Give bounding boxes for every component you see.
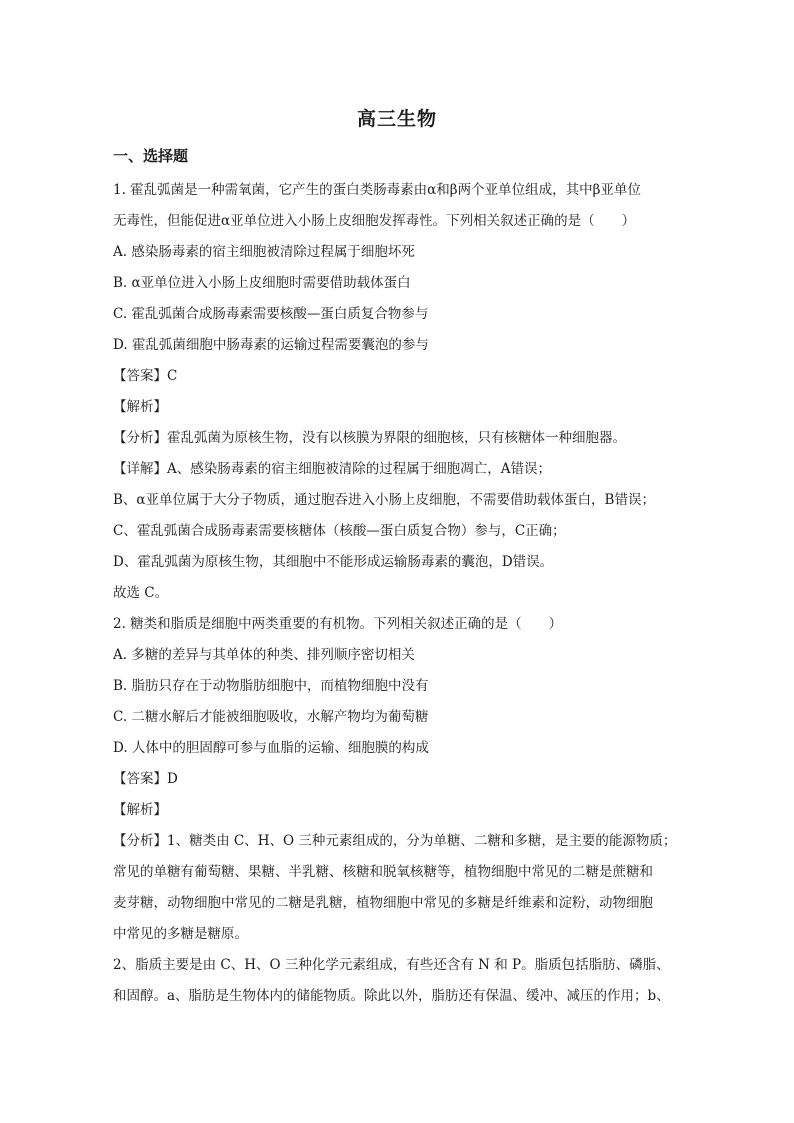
question-1-option-b: B. α亚单位进入小肠上皮细胞时需要借助载体蛋白: [113, 275, 411, 291]
question-1-detail-b: B、α亚单位属于大分子物质，通过胞吞进入小肠上皮细胞，不需要借助载体蛋白，B错误；: [113, 492, 655, 508]
question-2-fenxi-line-6: 和固醇。a、脂肪是生物体内的储能物质。除此以外，脂肪还有保温、缓冲、减压的作用；b、: [113, 988, 670, 1004]
question-1-option-d: D. 霍乱弧菌细胞中肠毒素的运输过程需要囊泡的参与: [113, 337, 429, 353]
question-1-option-c: C. 霍乱弧菌合成肠毒素需要核酸—蛋白质复合物参与: [113, 306, 429, 322]
question-2-option-c: C. 二糖水解后才能被细胞吸收，水解产物均为葡萄糖: [113, 709, 429, 725]
question-2-option-d: D. 人体中的胆固醇可参与血脂的运输、细胞膜的构成: [113, 740, 429, 756]
question-1-xiangjie: 【详解】A、感染肠毒素的宿主细胞被清除的过程属于细胞凋亡，A错误；: [113, 461, 551, 477]
question-1-conclusion: 故选 C。: [113, 585, 169, 601]
question-2-fenxi-line-5: 2、脂质主要是由 C、H、O 三种化学元素组成，有些还含有 N 和 P。脂质包括脂肪、磷脂、: [113, 957, 670, 973]
question-2-analysis-label: 【解析】: [113, 802, 167, 818]
question-1-stem-line-1: 1. 霍乱弧菌是一种需氧菌，它产生的蛋白类肠毒素由α和β两个亚单位组成，其中β亚单位: [113, 182, 641, 198]
question-1-answer: 【答案】C: [113, 368, 178, 384]
question-1-analysis-label: 【解析】: [113, 399, 167, 415]
question-1-detail-d: D、霍乱弧菌为原核生物，其细胞中不能形成运输肠毒素的囊泡，D错误。: [113, 554, 554, 570]
page-title: 高三生物: [356, 108, 437, 130]
question-2-option-b: B. 脂肪只存在于动物脂肪细胞中，而植物细胞中没有: [113, 678, 429, 694]
document-body: [113, 175, 688, 1012]
question-2-fenxi-line-1: 【分析】1、糖类由 C、H、O 三种元素组成的，分为单糖、二糖和多糖，是主要的能源物质；: [113, 833, 677, 849]
question-1-fenxi: 【分析】霍乱弧菌为原核生物，没有以核膜为界限的细胞核，只有核糖体一种细胞器。: [113, 430, 626, 446]
question-1-stem-line-2: 无毒性，但能促进α亚单位进入小肠上皮细胞发挥毒性。下列相关叙述正确的是（ ）: [113, 213, 636, 229]
question-1-detail-c: C、霍乱弧菌合成肠毒素需要核糖体（核酸—蛋白质复合物）参与，C正确；: [113, 523, 566, 539]
question-2-fenxi-line-4: 中常见的多糖是糖原。: [113, 926, 248, 942]
question-2-stem: 2. 糖类和脂质是细胞中两类重要的有机物。下列相关叙述正确的是（ ）: [113, 616, 563, 632]
question-2-answer: 【答案】D: [113, 771, 178, 787]
question-2-fenxi-line-3: 麦芽糖，动物细胞中常见的二糖是乳糖，植物细胞中常见的多糖是纤维素和淀粉，动物细胞: [113, 895, 653, 911]
section-heading: 一、选择题: [113, 147, 189, 165]
question-2-fenxi-line-2: 常见的单糖有葡萄糖、果糖、半乳糖、核糖和脱氧核糖等，植物细胞中常见的二糖是蔗糖和: [113, 864, 653, 880]
question-2-option-a: A. 多糖的差异与其单体的种类、排列顺序密切相关: [113, 647, 415, 663]
question-1-option-a: A. 感染肠毒素的宿主细胞被清除过程属于细胞坏死: [113, 244, 415, 260]
